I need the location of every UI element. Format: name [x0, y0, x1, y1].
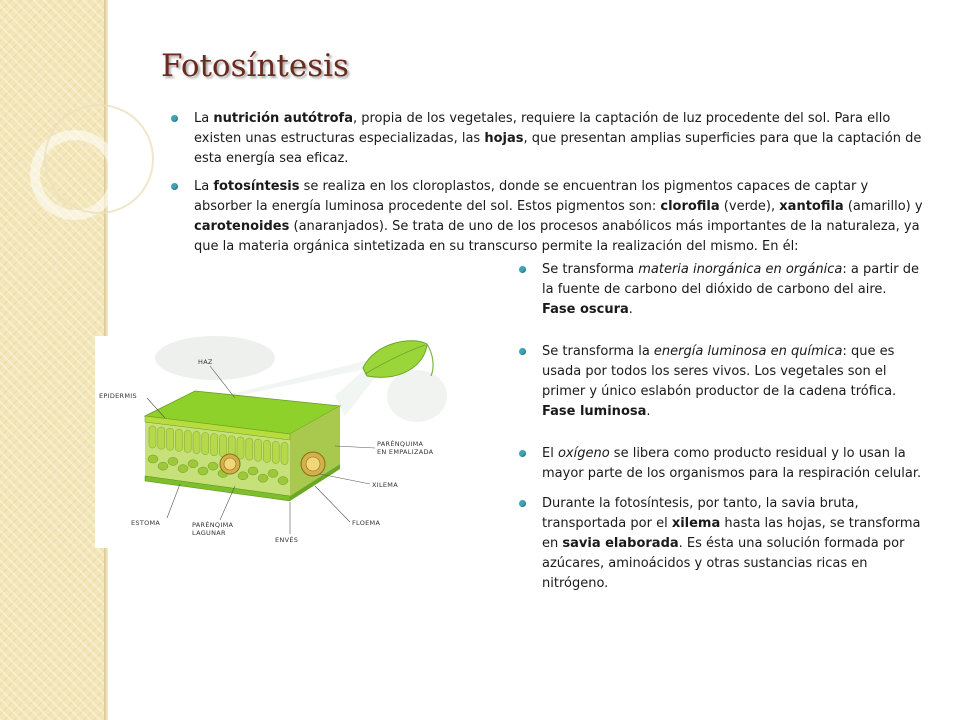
palisade-cell	[255, 439, 262, 461]
bold-term: savia elaborada	[562, 536, 679, 551]
spongy-cell	[148, 455, 158, 463]
text-run: La	[194, 111, 214, 126]
list-item	[519, 260, 923, 320]
spongy-cell	[178, 465, 188, 473]
label-enves: ENVÉS	[275, 536, 299, 544]
label-floema: FLOEMA	[352, 519, 381, 527]
list-item	[519, 444, 923, 484]
label-parenquima-empalizada: PARÉNQUIMA	[377, 440, 424, 448]
text-run: La	[194, 179, 214, 194]
palisade-cell	[167, 428, 174, 450]
label-parenquima-lagunar-2: LAGUNAR	[192, 529, 226, 537]
bold-term: carotenoides	[194, 219, 290, 234]
palisade-cell	[202, 433, 209, 455]
palisade-cell	[272, 441, 279, 463]
palisade-cell	[237, 437, 244, 459]
bold-term: Fase oscura	[542, 302, 629, 317]
page-title: Fotosíntesis	[161, 48, 349, 84]
palisade-cell	[158, 427, 165, 449]
background-blob	[387, 370, 447, 422]
spongy-cell	[188, 460, 198, 468]
leaf-cross-section-diagram	[95, 336, 475, 548]
bold-term: Fase luminosa	[542, 404, 647, 419]
palisade-cell	[219, 435, 226, 457]
italic-term: materia inorgánica en orgánica	[638, 262, 843, 277]
label-parenquima-lagunar: PARÉNQIMA	[192, 521, 234, 529]
text-run: hasta las hojas, se transforma en	[542, 516, 921, 551]
spongy-cell	[168, 457, 178, 465]
label-xilema: XILEMA	[372, 481, 398, 489]
text-run: se realiza en los cloroplastos, donde se encuentran los pigmentos capaces de captar y absorber la energía luminosa procedente del sol. Estos pigmentos son:	[194, 179, 869, 214]
italic-term: energía luminosa en química	[653, 344, 843, 359]
italic-term: oxígeno	[557, 446, 610, 461]
spongy-cell	[258, 474, 268, 482]
palisade-cell	[149, 426, 156, 448]
list-item	[519, 494, 923, 594]
bold-term: fotosíntesis	[213, 179, 300, 194]
text-run: (verde),	[719, 199, 780, 214]
text-run: . Es ésta una solución formada por azúcares, aminoácidos y otras sustancias ricas en nitrógeno.	[542, 536, 905, 591]
text-run: (amarillo) y	[843, 199, 923, 214]
spongy-cell	[158, 462, 168, 470]
palisade-cell	[281, 443, 288, 465]
text-run: .	[646, 404, 651, 419]
list-item	[519, 342, 923, 422]
text-run: (anaranjados). Se trata de uno de los procesos anabólicos más importantes de la naturaleza, ya que la materia orgánica sintetizada en su transcurso permite la realización del mismo. En él:	[194, 219, 920, 254]
bold-term: clorofila	[660, 199, 720, 214]
list-item	[171, 177, 923, 257]
text-run: Durante la fotosíntesis, por tanto, la savia bruta, transportada por el	[542, 496, 859, 531]
palisade-cell	[246, 438, 253, 460]
text-run: se libera como producto residual y lo usan la mayor parte de los organismos para la respiración celular.	[542, 446, 922, 481]
palisade-cell	[211, 434, 218, 456]
decorative-circle-outline	[44, 104, 154, 214]
spongy-cell	[238, 472, 248, 480]
spongy-cell	[248, 467, 258, 475]
spongy-cell	[198, 467, 208, 475]
bold-term: xantofila	[779, 199, 844, 214]
list-item	[171, 109, 923, 169]
label-estoma: ESTOMA	[131, 519, 161, 527]
spongy-cell	[278, 477, 288, 485]
process-bullet-list	[519, 260, 923, 616]
text-run: Se transforma la	[542, 344, 654, 359]
text-run: : a partir de la fuente de carbono del dióxido de carbono del aire.	[542, 262, 919, 297]
label-epidermis: EPIDERMIS	[99, 392, 137, 400]
palisade-cell	[263, 440, 270, 462]
background-blob	[155, 336, 275, 380]
text-run: : que es usada por todos los seres vivos. Los vegetales son el primer y único eslabón productor de la cadena trófica.	[542, 344, 897, 399]
bold-term: hojas	[484, 131, 524, 146]
bold-term: xilema	[671, 516, 721, 531]
text-run: , que presentan amplias superficies para que la captación de esta energía sea eficaz.	[194, 131, 922, 166]
bold-term: nutrición autótrofa	[213, 111, 353, 126]
label-haz: HAZ	[198, 358, 213, 366]
intro-bullet-list	[171, 109, 923, 265]
palisade-cell	[184, 430, 191, 452]
text-run: , propia de los vegetales, requiere la captación de luz procedente del sol. Para ello existen unas estructuras especializadas, las	[194, 111, 891, 146]
text-run: El	[542, 446, 558, 461]
label-parenquima-empalizada-2: EN EMPALIZADA	[377, 448, 434, 456]
spongy-cell	[268, 469, 278, 477]
spongy-cell	[208, 462, 218, 470]
palisade-cell	[175, 429, 182, 451]
palisade-cell	[193, 432, 200, 454]
text-run: Se transforma	[542, 262, 639, 277]
text-run: .	[628, 302, 633, 317]
